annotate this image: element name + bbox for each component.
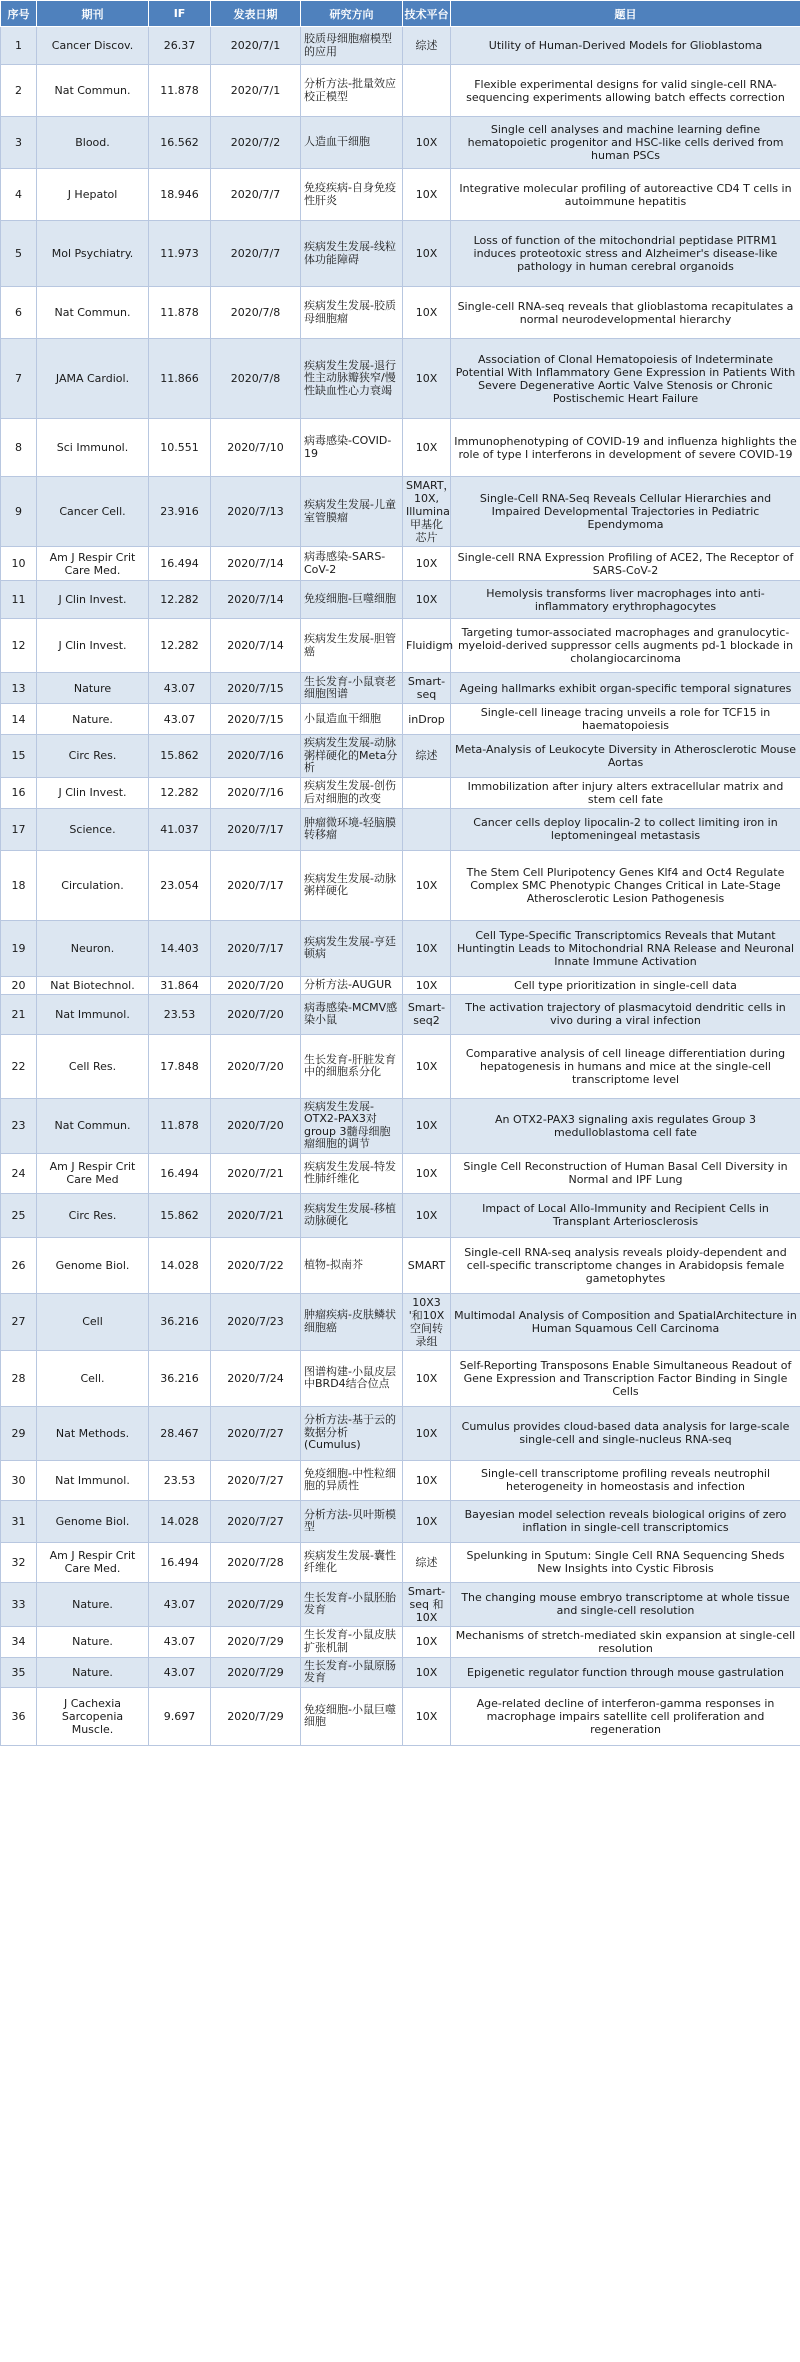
cell-publish-date: 2020/7/20	[211, 994, 301, 1034]
cell-platform: 10X	[403, 581, 451, 619]
cell-research-direction: 病毒感染-MCMV感染小鼠	[301, 994, 403, 1034]
table-row	[1, 419, 800, 477]
cell-index: 10	[1, 547, 37, 581]
cell-research-direction: 分析方法-批量效应校正模型	[301, 65, 403, 117]
cell-research-direction: 疾病发生发展-创伤后对细胞的改变	[301, 777, 403, 808]
table-row	[1, 673, 800, 704]
cell-research-direction: 疾病发生发展-囊性纤维化	[301, 1542, 403, 1582]
cell-research-direction: 肿瘤疾病-皮肤鳞状细胞癌	[301, 1293, 403, 1350]
cell-platform: SMART，10X, Illumina甲基化芯片	[403, 477, 451, 547]
cell-journal: Nat Biotechnol.	[37, 976, 149, 994]
cell-index: 28	[1, 1350, 37, 1406]
cell-journal: Nature.	[37, 1626, 149, 1657]
cell-title: Cell Type-Specific Transcriptomics Reveals that Mutant Huntingtin Leads to Mitochondrial RNA Release and Neuronal Innate Immune Activation	[451, 920, 800, 976]
cell-platform: 10X	[403, 117, 451, 169]
cell-journal: Nat Commun.	[37, 287, 149, 339]
cell-index: 23	[1, 1098, 37, 1153]
cell-journal: Genome Biol.	[37, 1500, 149, 1542]
cell-journal: Circulation.	[37, 850, 149, 920]
cell-research-direction: 生长发育-小鼠皮肤扩张机制	[301, 1626, 403, 1657]
cell-platform: 10X	[403, 920, 451, 976]
cell-journal: Sci Immunol.	[37, 419, 149, 477]
cell-impact-factor: 16.494	[149, 547, 211, 581]
cell-research-direction: 免疫细胞-巨噬细胞	[301, 581, 403, 619]
header-journal: 期刊	[37, 1, 149, 27]
cell-publish-date: 2020/7/21	[211, 1193, 301, 1237]
cell-impact-factor: 10.551	[149, 419, 211, 477]
cell-title: Single-cell RNA-seq analysis reveals ploidy-dependent and cell-specific transcriptome changes in Arabidopsis female gametophytes	[451, 1237, 800, 1293]
cell-impact-factor: 43.07	[149, 1582, 211, 1626]
cell-platform: 10X	[403, 1687, 451, 1745]
cell-publish-date: 2020/7/20	[211, 1034, 301, 1098]
cell-journal: J Clin Invest.	[37, 619, 149, 673]
table-row	[1, 976, 800, 994]
cell-title: Single-cell RNA-seq reveals that glioblastoma recapitulates a normal neurodevelopmental hierarchy	[451, 287, 800, 339]
cell-index: 25	[1, 1193, 37, 1237]
table-row	[1, 1460, 800, 1500]
cell-impact-factor: 23.916	[149, 477, 211, 547]
cell-publish-date: 2020/7/1	[211, 65, 301, 117]
cell-journal: Circ Res.	[37, 1193, 149, 1237]
cell-title: Bayesian model selection reveals biological origins of zero inflation in single-cell transcriptomics	[451, 1500, 800, 1542]
cell-impact-factor: 43.07	[149, 704, 211, 735]
header-platform: 技术平台	[403, 1, 451, 27]
cell-title: The changing mouse embryo transcriptome at whole tissue and single-cell resolution	[451, 1582, 800, 1626]
cell-publish-date: 2020/7/29	[211, 1657, 301, 1687]
table-row	[1, 1237, 800, 1293]
cell-journal: JAMA Cardiol.	[37, 339, 149, 419]
table-row	[1, 1687, 800, 1745]
cell-platform: Smart-seq	[403, 673, 451, 704]
cell-title: Meta-Analysis of Leukocyte Diversity in Atherosclerotic Mouse Aortas	[451, 735, 800, 778]
table-row	[1, 581, 800, 619]
table-row	[1, 547, 800, 581]
cell-research-direction: 小鼠造血干细胞	[301, 704, 403, 735]
header-title: 题目	[451, 1, 800, 27]
table-row	[1, 1034, 800, 1098]
table-row	[1, 1098, 800, 1153]
cell-index: 16	[1, 777, 37, 808]
cell-index: 29	[1, 1406, 37, 1460]
cell-title: Single Cell Reconstruction of Human Basal Cell Diversity in Normal and IPF Lung	[451, 1153, 800, 1193]
cell-impact-factor: 26.37	[149, 27, 211, 65]
cell-platform: 10X	[403, 1098, 451, 1153]
table-row	[1, 477, 800, 547]
cell-publish-date: 2020/7/29	[211, 1687, 301, 1745]
cell-publish-date: 2020/7/27	[211, 1406, 301, 1460]
table-row	[1, 117, 800, 169]
cell-publish-date: 2020/7/7	[211, 169, 301, 221]
cell-impact-factor: 43.07	[149, 1657, 211, 1687]
cell-title: Targeting tumor-associated macrophages and granulocytic-myeloid-derived suppressor cells augments pd-1 blockade in cholangiocarcinoma	[451, 619, 800, 673]
cell-research-direction: 免疫细胞-小鼠巨噬细胞	[301, 1687, 403, 1745]
cell-publish-date: 2020/7/24	[211, 1350, 301, 1406]
cell-journal: Neuron.	[37, 920, 149, 976]
cell-journal: Cell Res.	[37, 1034, 149, 1098]
table-row	[1, 808, 800, 850]
cell-publish-date: 2020/7/15	[211, 704, 301, 735]
cell-research-direction: 疾病发生发展-退行性主动脉瓣狭窄/慢性缺血性心力衰竭	[301, 339, 403, 419]
cell-platform: 10X	[403, 1350, 451, 1406]
cell-index: 24	[1, 1153, 37, 1193]
table-row	[1, 1153, 800, 1193]
cell-publish-date: 2020/7/14	[211, 581, 301, 619]
cell-title: Loss of function of the mitochondrial peptidase PITRM1 induces proteotoxic stress and Alzheimer's disease-like pathology in human cerebral organoids	[451, 221, 800, 287]
cell-index: 27	[1, 1293, 37, 1350]
cell-title: Immobilization after injury alters extracellular matrix and stem cell fate	[451, 777, 800, 808]
cell-publish-date: 2020/7/7	[211, 221, 301, 287]
cell-platform: 10X	[403, 1153, 451, 1193]
cell-title: The Stem Cell Pluripotency Genes Klf4 and Oct4 Regulate Complex SMC Phenotypic Changes Critical in Late-Stage Atherosclerotic Lesion Pathogenesis	[451, 850, 800, 920]
cell-index: 36	[1, 1687, 37, 1745]
cell-publish-date: 2020/7/20	[211, 976, 301, 994]
cell-publish-date: 2020/7/8	[211, 287, 301, 339]
cell-index: 11	[1, 581, 37, 619]
cell-platform: 10X	[403, 1034, 451, 1098]
cell-platform: 10X	[403, 1406, 451, 1460]
cell-title: Cumulus provides cloud-based data analysis for large-scale single-cell and single-nucleus RNA-seq	[451, 1406, 800, 1460]
cell-title: Multimodal Analysis of Composition and SpatialArchitecture in Human Squamous Cell Carcinoma	[451, 1293, 800, 1350]
cell-publish-date: 2020/7/27	[211, 1460, 301, 1500]
cell-platform: 10X3 '和10X空间转录组	[403, 1293, 451, 1350]
cell-research-direction: 疾病发生发展-胶质母细胞瘤	[301, 287, 403, 339]
cell-publish-date: 2020/7/27	[211, 1500, 301, 1542]
cell-impact-factor: 16.494	[149, 1542, 211, 1582]
cell-title: Epigenetic regulator function through mouse gastrulation	[451, 1657, 800, 1687]
table-row	[1, 221, 800, 287]
cell-publish-date: 2020/7/2	[211, 117, 301, 169]
cell-research-direction: 人造血干细胞	[301, 117, 403, 169]
cell-index: 30	[1, 1460, 37, 1500]
cell-index: 26	[1, 1237, 37, 1293]
table-row	[1, 27, 800, 65]
table-row	[1, 704, 800, 735]
cell-platform: 10X	[403, 547, 451, 581]
cell-platform: 综述	[403, 27, 451, 65]
cell-index: 5	[1, 221, 37, 287]
table-row	[1, 735, 800, 778]
table-row	[1, 1500, 800, 1542]
cell-title: Single cell analyses and machine learning define hematopoietic progenitor and HSC-like cells derived from human PSCs	[451, 117, 800, 169]
cell-journal: Cell.	[37, 1350, 149, 1406]
cell-journal: Blood.	[37, 117, 149, 169]
cell-research-direction: 免疫疾病-自身免疫性肝炎	[301, 169, 403, 221]
table-row	[1, 920, 800, 976]
cell-journal: Cell	[37, 1293, 149, 1350]
cell-impact-factor: 15.862	[149, 735, 211, 778]
table-row	[1, 1293, 800, 1350]
cell-impact-factor: 11.973	[149, 221, 211, 287]
cell-impact-factor: 36.216	[149, 1293, 211, 1350]
table-row	[1, 169, 800, 221]
cell-title: Integrative molecular profiling of autoreactive CD4 T cells in autoimmune hepatitis	[451, 169, 800, 221]
cell-index: 32	[1, 1542, 37, 1582]
cell-journal: Am J Respir Crit Care Med.	[37, 547, 149, 581]
cell-journal: Science.	[37, 808, 149, 850]
cell-publish-date: 2020/7/20	[211, 1098, 301, 1153]
cell-research-direction: 分析方法-基于云的数据分析(Cumulus)	[301, 1406, 403, 1460]
table-row	[1, 850, 800, 920]
cell-research-direction: 生长发育-小鼠原肠发育	[301, 1657, 403, 1687]
table-row	[1, 339, 800, 419]
cell-title: Age-related decline of interferon-gamma responses in macrophage impairs satellite cell proliferation and regeneration	[451, 1687, 800, 1745]
cell-research-direction: 生长发育-小鼠衰老细胞图谱	[301, 673, 403, 704]
cell-research-direction: 肿瘤微环境-轻脑膜转移瘤	[301, 808, 403, 850]
cell-platform: 10X	[403, 169, 451, 221]
cell-journal: Genome Biol.	[37, 1237, 149, 1293]
cell-research-direction: 疾病发生发展-儿童室管膜瘤	[301, 477, 403, 547]
cell-publish-date: 2020/7/16	[211, 735, 301, 778]
cell-title: Self-Reporting Transposons Enable Simultaneous Readout of Gene Expression and Transcription Factor Binding in Single Cells	[451, 1350, 800, 1406]
cell-research-direction: 疾病发生发展-亨廷顿病	[301, 920, 403, 976]
cell-index: 9	[1, 477, 37, 547]
cell-research-direction: 疾病发生发展-特发性肺纤维化	[301, 1153, 403, 1193]
cell-impact-factor: 23.054	[149, 850, 211, 920]
cell-impact-factor: 16.562	[149, 117, 211, 169]
cell-publish-date: 2020/7/1	[211, 27, 301, 65]
cell-research-direction: 疾病发生发展-动脉粥样硬化	[301, 850, 403, 920]
cell-journal: Nature.	[37, 704, 149, 735]
header-impact-factor: IF	[149, 1, 211, 27]
cell-publish-date: 2020/7/21	[211, 1153, 301, 1193]
table-row	[1, 1657, 800, 1687]
cell-title: Flexible experimental designs for valid single-cell RNA-sequencing experiments allowing batch effects correction	[451, 65, 800, 117]
cell-index: 33	[1, 1582, 37, 1626]
table-row	[1, 619, 800, 673]
cell-journal: Nat Immunol.	[37, 1460, 149, 1500]
cell-title: Ageing hallmarks exhibit organ-specific temporal signatures	[451, 673, 800, 704]
cell-impact-factor: 36.216	[149, 1350, 211, 1406]
cell-index: 15	[1, 735, 37, 778]
cell-title: Impact of Local Allo-Immunity and Recipient Cells in Transplant Arteriosclerosis	[451, 1193, 800, 1237]
cell-index: 1	[1, 27, 37, 65]
cell-platform: 10X	[403, 1460, 451, 1500]
cell-platform: SMART	[403, 1237, 451, 1293]
cell-platform: 10X	[403, 1500, 451, 1542]
cell-title: Comparative analysis of cell lineage differentiation during hepatogenesis in humans and mice at the single-cell transcriptome level	[451, 1034, 800, 1098]
cell-publish-date: 2020/7/23	[211, 1293, 301, 1350]
cell-publish-date: 2020/7/29	[211, 1582, 301, 1626]
cell-journal: J Cachexia Sarcopenia Muscle.	[37, 1687, 149, 1745]
cell-journal: Cancer Cell.	[37, 477, 149, 547]
cell-publish-date: 2020/7/14	[211, 547, 301, 581]
cell-index: 21	[1, 994, 37, 1034]
cell-platform: 综述	[403, 1542, 451, 1582]
cell-journal: Mol Psychiatry.	[37, 221, 149, 287]
cell-publish-date: 2020/7/17	[211, 850, 301, 920]
cell-publish-date: 2020/7/28	[211, 1542, 301, 1582]
cell-title: Utility of Human-Derived Models for Glioblastoma	[451, 27, 800, 65]
cell-platform: 10X	[403, 850, 451, 920]
header-row	[1, 1, 800, 27]
cell-research-direction: 植物-拟南芥	[301, 1237, 403, 1293]
cell-impact-factor: 12.282	[149, 777, 211, 808]
cell-impact-factor: 31.864	[149, 976, 211, 994]
table-row	[1, 1406, 800, 1460]
table-row	[1, 1626, 800, 1657]
header-research-direction: 研究方向	[301, 1, 403, 27]
cell-title: Immunophenotyping of COVID-19 and influenza highlights the role of type I interferons in development of severe COVID-19	[451, 419, 800, 477]
cell-journal: Cancer Discov.	[37, 27, 149, 65]
cell-index: 20	[1, 976, 37, 994]
cell-impact-factor: 15.862	[149, 1193, 211, 1237]
cell-index: 31	[1, 1500, 37, 1542]
table-row	[1, 994, 800, 1034]
cell-publish-date: 2020/7/13	[211, 477, 301, 547]
cell-impact-factor: 11.878	[149, 1098, 211, 1153]
cell-impact-factor: 18.946	[149, 169, 211, 221]
cell-platform: 综述	[403, 735, 451, 778]
cell-platform	[403, 808, 451, 850]
cell-index: 7	[1, 339, 37, 419]
cell-platform: Fluidigm	[403, 619, 451, 673]
cell-publish-date: 2020/7/22	[211, 1237, 301, 1293]
cell-impact-factor: 14.028	[149, 1237, 211, 1293]
table-body	[1, 27, 800, 1746]
cell-index: 35	[1, 1657, 37, 1687]
cell-impact-factor: 28.467	[149, 1406, 211, 1460]
cell-title: Spelunking in Sputum: Single Cell RNA Sequencing Sheds New Insights into Cystic Fibrosis	[451, 1542, 800, 1582]
cell-impact-factor: 16.494	[149, 1153, 211, 1193]
cell-journal: Nat Methods.	[37, 1406, 149, 1460]
cell-platform: 10X	[403, 287, 451, 339]
cell-platform: 10X	[403, 339, 451, 419]
cell-title: Single-cell RNA Expression Profiling of ACE2, The Receptor of SARS-CoV-2	[451, 547, 800, 581]
header-publish-date: 发表日期	[211, 1, 301, 27]
cell-journal: Nat Commun.	[37, 1098, 149, 1153]
cell-title: The activation trajectory of plasmacytoid dendritic cells in vivo during a viral infection	[451, 994, 800, 1034]
cell-publish-date: 2020/7/10	[211, 419, 301, 477]
cell-impact-factor: 23.53	[149, 1460, 211, 1500]
cell-journal: Nat Immunol.	[37, 994, 149, 1034]
cell-index: 3	[1, 117, 37, 169]
cell-publish-date: 2020/7/8	[211, 339, 301, 419]
cell-title: Single-cell lineage tracing unveils a role for TCF15 in haematopoiesis	[451, 704, 800, 735]
cell-impact-factor: 12.282	[149, 619, 211, 673]
cell-index: 19	[1, 920, 37, 976]
cell-impact-factor: 43.07	[149, 673, 211, 704]
cell-research-direction: 分析方法-AUGUR	[301, 976, 403, 994]
cell-index: 34	[1, 1626, 37, 1657]
cell-index: 12	[1, 619, 37, 673]
cell-research-direction: 疾病发生发展-胆管癌	[301, 619, 403, 673]
cell-platform: 10X	[403, 1657, 451, 1687]
cell-research-direction: 病毒感染-COVID-19	[301, 419, 403, 477]
cell-impact-factor: 23.53	[149, 994, 211, 1034]
cell-platform	[403, 65, 451, 117]
table-row	[1, 1542, 800, 1582]
cell-title: Cancer cells deploy lipocalin-2 to collect limiting iron in leptomeningeal metastasis	[451, 808, 800, 850]
cell-title: Mechanisms of stretch-mediated skin expansion at single-cell resolution	[451, 1626, 800, 1657]
cell-impact-factor: 41.037	[149, 808, 211, 850]
header-index: 序号	[1, 1, 37, 27]
cell-research-direction: 病毒感染-SARS-CoV-2	[301, 547, 403, 581]
cell-platform: 10X	[403, 1193, 451, 1237]
cell-index: 13	[1, 673, 37, 704]
cell-journal: J Hepatol	[37, 169, 149, 221]
cell-journal: Am J Respir Crit Care Med	[37, 1153, 149, 1193]
cell-index: 18	[1, 850, 37, 920]
cell-index: 2	[1, 65, 37, 117]
cell-publish-date: 2020/7/14	[211, 619, 301, 673]
cell-research-direction: 生长发育-肝脏发育中的细胞系分化	[301, 1034, 403, 1098]
cell-title: An OTX2-PAX3 signaling axis regulates Group 3 medulloblastoma cell fate	[451, 1098, 800, 1153]
cell-platform: 10X	[403, 419, 451, 477]
cell-impact-factor: 17.848	[149, 1034, 211, 1098]
cell-title: Single-Cell RNA-Seq Reveals Cellular Hierarchies and Impaired Developmental Trajectories in Pediatric Ependymoma	[451, 477, 800, 547]
cell-platform: 10X	[403, 221, 451, 287]
cell-research-direction: 疾病发生发展-线粒体功能障碍	[301, 221, 403, 287]
cell-index: 22	[1, 1034, 37, 1098]
cell-impact-factor: 14.028	[149, 1500, 211, 1542]
cell-impact-factor: 11.866	[149, 339, 211, 419]
cell-impact-factor: 9.697	[149, 1687, 211, 1745]
table-row	[1, 1350, 800, 1406]
cell-index: 17	[1, 808, 37, 850]
cell-platform: 10X	[403, 976, 451, 994]
table-row	[1, 287, 800, 339]
cell-publish-date: 2020/7/16	[211, 777, 301, 808]
cell-platform: Smart-seq 和 10X	[403, 1582, 451, 1626]
cell-platform: inDrop	[403, 704, 451, 735]
cell-publish-date: 2020/7/15	[211, 673, 301, 704]
cell-publish-date: 2020/7/17	[211, 808, 301, 850]
cell-platform	[403, 777, 451, 808]
cell-title: Single-cell transcriptome profiling reveals neutrophil heterogeneity in homeostasis and infection	[451, 1460, 800, 1500]
cell-research-direction: 免疫细胞-中性粒细胞的异质性	[301, 1460, 403, 1500]
cell-platform: Smart-seq2	[403, 994, 451, 1034]
cell-research-direction: 生长发育-小鼠胚胎发育	[301, 1582, 403, 1626]
cell-index: 4	[1, 169, 37, 221]
cell-journal: J Clin Invest.	[37, 777, 149, 808]
cell-journal: Nature.	[37, 1582, 149, 1626]
cell-journal: Nat Commun.	[37, 65, 149, 117]
cell-research-direction: 胶质母细胞瘤模型的应用	[301, 27, 403, 65]
cell-title: Association of Clonal Hematopoiesis of Indeterminate Potential With Inflammatory Gene Expression in Patients With Severe Degenerative Aortic Valve Stenosis or Chronic Postischemic Heart Failure	[451, 339, 800, 419]
cell-impact-factor: 12.282	[149, 581, 211, 619]
cell-platform: 10X	[403, 1626, 451, 1657]
cell-journal: Nature.	[37, 1657, 149, 1687]
cell-journal: Nature	[37, 673, 149, 704]
cell-journal: Am J Respir Crit Care Med.	[37, 1542, 149, 1582]
cell-publish-date: 2020/7/17	[211, 920, 301, 976]
table-row	[1, 777, 800, 808]
cell-journal: J Clin Invest.	[37, 581, 149, 619]
table-row	[1, 1193, 800, 1237]
cell-title: Cell type prioritization in single-cell data	[451, 976, 800, 994]
cell-research-direction: 分析方法-贝叶斯模型	[301, 1500, 403, 1542]
cell-impact-factor: 11.878	[149, 65, 211, 117]
cell-index: 14	[1, 704, 37, 735]
cell-research-direction: 图谱构建-小鼠皮层中BRD4结合位点	[301, 1350, 403, 1406]
cell-publish-date: 2020/7/29	[211, 1626, 301, 1657]
cell-impact-factor: 43.07	[149, 1626, 211, 1657]
cell-title: Hemolysis transforms liver macrophages into anti-inflammatory erythrophagocytes	[451, 581, 800, 619]
cell-research-direction: 疾病发生发展- OTX2-PAX3对group 3髓母细胞瘤细胞的调节	[301, 1098, 403, 1153]
cell-index: 6	[1, 287, 37, 339]
cell-research-direction: 疾病发生发展-移植动脉硬化	[301, 1193, 403, 1237]
cell-index: 8	[1, 419, 37, 477]
cell-impact-factor: 14.403	[149, 920, 211, 976]
cell-impact-factor: 11.878	[149, 287, 211, 339]
cell-journal: Circ Res.	[37, 735, 149, 778]
table-row	[1, 1582, 800, 1626]
table-row	[1, 65, 800, 117]
cell-research-direction: 疾病发生发展-动脉粥样硬化的Meta分析	[301, 735, 403, 778]
